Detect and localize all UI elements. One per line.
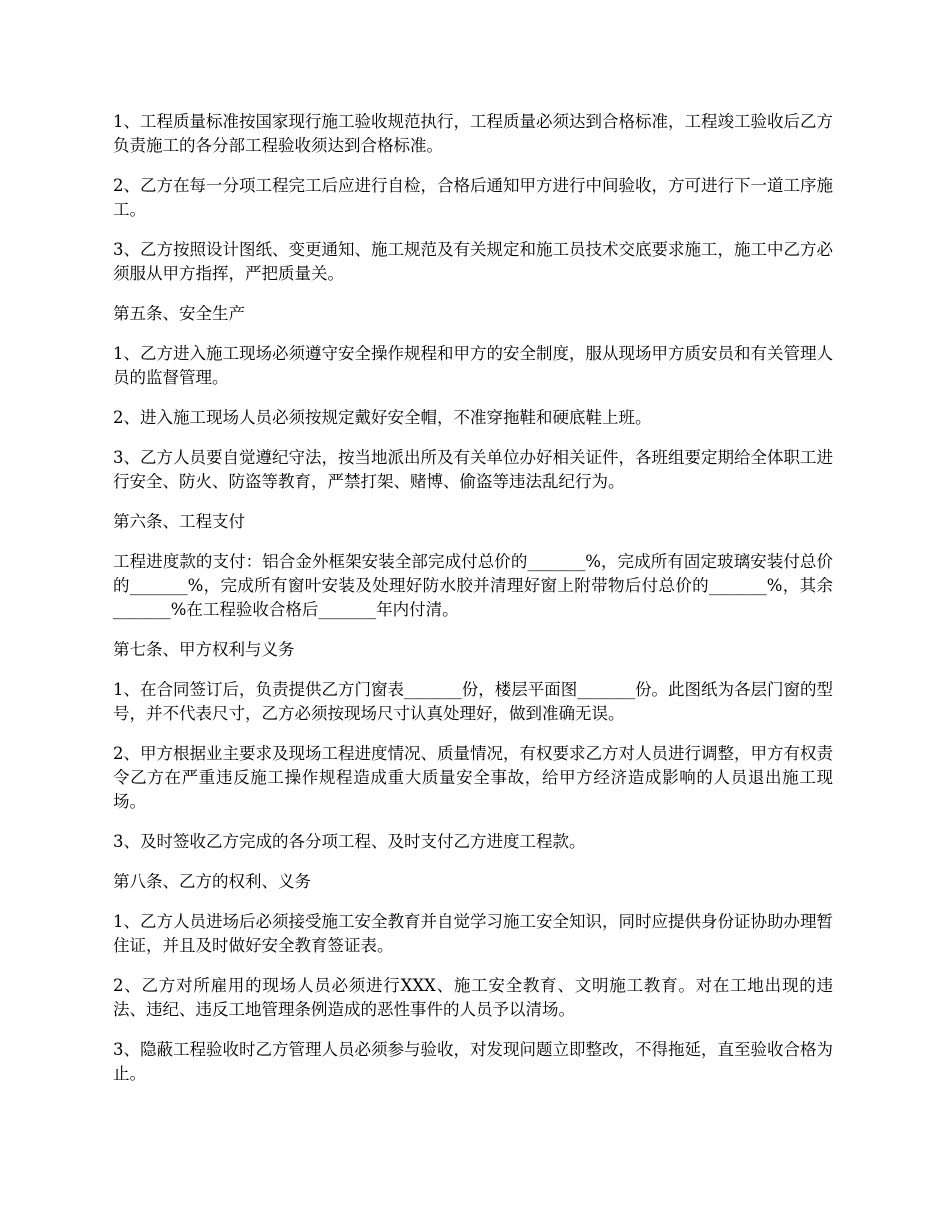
section-heading-party-a: 第七条、甲方权利与义务 [113, 640, 295, 659]
safety-clause-3: 3、乙方人员要自觉遵纪守法，按当地派出所及有关单位办好相关证件，各班组要定期给全体职工进行安全、防火、防盗等教育，严禁打架、赌博、偷盗等违法乱纪行为。 [113, 448, 833, 491]
section-heading-payment: 第六条、工程支付 [113, 512, 245, 531]
safety-clause-1: 1、乙方进入施工现场必须遵守安全操作规程和甲方的安全制度，服从现场甲方质安员和有关管理人员的监督管理。 [113, 344, 833, 387]
quality-clause-1: 1、工程质量标准按国家现行施工验收规范执行，工程质量必须达到合格标准，工程竣工验收后乙方负责施工的各分部工程验收须达到合格标准。 [113, 112, 833, 155]
payment-clause: 工程进度款的支付：铝合金外框架安装全部完成付总价的_______%，完成所有固定玻璃安装付总价的_______%，完成所有窗叶安装及处理好防水胶并清理好窗上附带物后付总价的_______%，其余_______%在工程验收合格后_______年内付清。 [113, 552, 833, 619]
safety-clause-2: 2、进入施工现场人员必须按规定戴好安全帽，不准穿拖鞋和硬底鞋上班。 [113, 408, 652, 427]
quality-clause-2: 2、乙方在每一分项工程完工后应进行自检，合格后通知甲方进行中间验收，方可进行下一道工序施工。 [113, 176, 833, 219]
party-a-clause-1: 1、在合同签订后，负责提供乙方门窗表_______份，楼层平面图_______份。此图纸为各层门窗的型号，并不代表尺寸，乙方必须按现场尺寸认真处理好，做到准确无误。 [113, 680, 833, 723]
document-body [113, 110, 833, 1102]
party-b-clause-3: 3、隐蔽工程验收时乙方管理人员必须参与验收，对发现问题立即整改，不得拖延，直至验收合格为止。 [113, 1040, 833, 1083]
party-b-clause-1: 1、乙方人员进场后必须接受施工安全教育并自觉学习施工安全知识，同时应提供身份证协助办理暂住证，并且及时做好安全教育签证表。 [113, 912, 833, 955]
section-heading-party-b: 第八条、乙方的权利、义务 [113, 872, 311, 891]
party-a-clause-2: 2、甲方根据业主要求及现场工程进度情况、质量情况，有权要求乙方对人员进行调整，甲方有权责令乙方在严重违反施工操作规程造成重大质量安全事故，给甲方经济造成影响的人员退出施工现场。 [113, 744, 833, 811]
section-heading-safety: 第五条、安全生产 [113, 304, 245, 323]
party-b-clause-2: 2、乙方对所雇用的现场人员必须进行XXX、施工安全教育、文明施工教育。对在工地出现的违法、违纪、违反工地管理条例造成的恶性事件的人员予以清场。 [113, 976, 833, 1019]
party-a-clause-3: 3、及时签收乙方完成的各分项工程、及时支付乙方进度工程款。 [113, 832, 586, 851]
quality-clause-3: 3、乙方按照设计图纸、变更通知、施工规范及有关规定和施工员技术交底要求施工，施工中乙方必须服从甲方指挥，严把质量关。 [113, 240, 833, 283]
